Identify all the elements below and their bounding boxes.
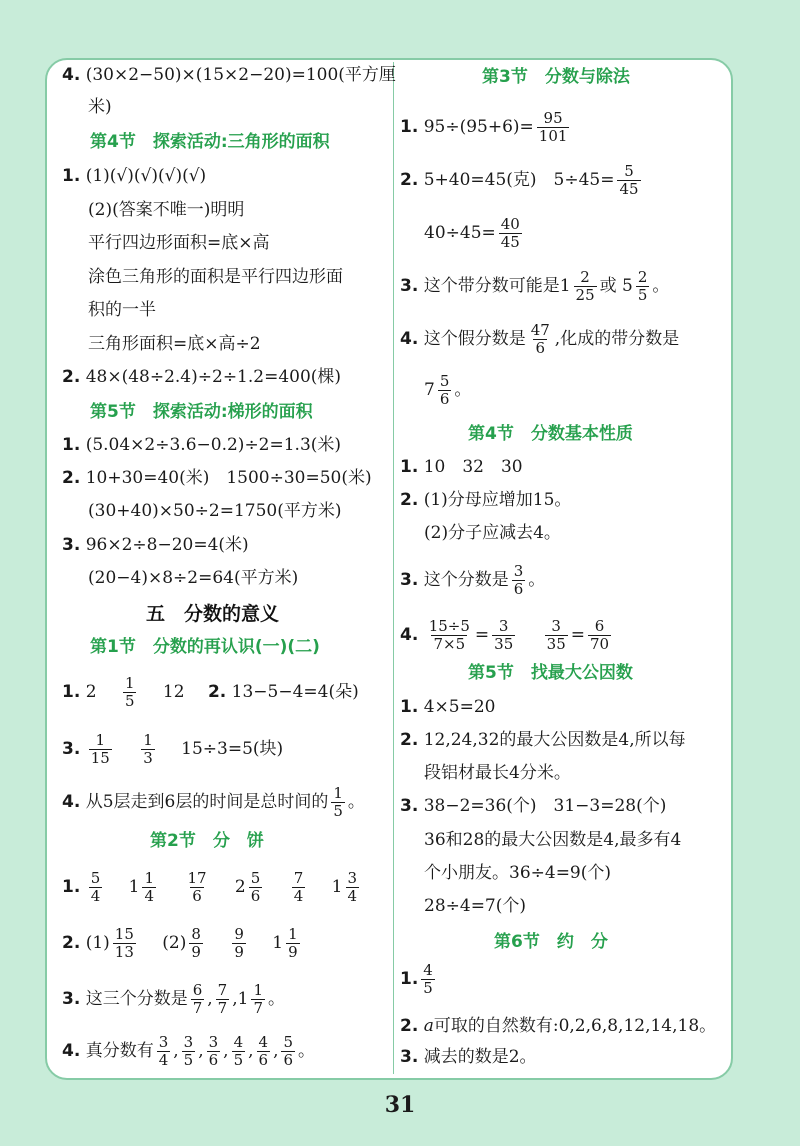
answer-line: 28÷4=7(个) [424, 896, 527, 916]
answer-line: 2. 10+30=40(米) 1500÷30=50(米) [62, 468, 372, 488]
answer-line: 4. $\frac{15\div 5}{7\times 5}$ = $\frac{3}{35}$ $\frac{3}{35}$ = $\frac{6}{70}$ [400, 617, 610, 653]
answer-line: 7 $\frac{5}{6}$ 。 [424, 372, 472, 408]
answer-line: 米) [88, 97, 112, 117]
answer-line: (30+40)×50÷2=1750(平方米) [88, 501, 342, 521]
answer-line: 积的一半 [88, 300, 156, 320]
answer-line: (2)分子应减去4。 [424, 523, 561, 543]
answer-line: 个小朋友。36÷4=9(个) [424, 863, 612, 883]
answer-line: 3. 减去的数是2。 [400, 1047, 537, 1067]
answer-line: 2. (1)分母应增加15。 [400, 490, 572, 510]
answer-line: 36和28的最大公因数是4,最多有4 [424, 830, 682, 850]
section-heading: 第2节 分 饼 [150, 831, 264, 851]
answer-line: 4. 真分数有 $\frac{3}{4}$ , $\frac{3}{5}$ , $\frac{3}{6}$ , $\frac{4}{5}$ , $\frac{4}{6}$ , $\frac{5}{6}$ 。 [62, 1033, 316, 1069]
section-heading: 第5节 找最大公因数 [468, 663, 633, 683]
answer-line: 4. 从5层走到6层的时间是总时间的 $\frac{1}{5}$ 。 [62, 784, 365, 820]
chapter-title: 五 分数的意义 [146, 603, 280, 625]
answer-line: 1. (5.04×2÷3.6−0.2)÷2=1.3(米) [62, 435, 342, 455]
section-heading: 第4节 探索活动:三角形的面积 [90, 132, 330, 152]
answer-line: 40÷45= $\frac{40}{45}$ [424, 215, 520, 251]
section-heading: 第4节 分数基本性质 [468, 424, 633, 444]
answer-line: 2. 5+40=45(克) 5÷45= $\frac{5}{45}$ [400, 162, 639, 198]
answer-line: 平行四边形面积=底×高 [88, 233, 270, 253]
answer-line: 三角形面积=底×高÷2 [88, 334, 261, 354]
answer-line: 1. 2 $\frac{1}{5}$ 12 2. 13−5−4=4(朵) [62, 674, 359, 710]
answer-line: 段铝材最长4分米。 [424, 763, 571, 783]
answer-line: 3. 这个带分数可能是1 $\frac{2}{25}$ 或 5 $\frac{2}{5}$ 。 [400, 268, 670, 304]
section-heading: 第1节 分数的再认识(一)(二) [90, 637, 320, 657]
answer-line: 1. (1)(√)(√)(√)(√) [62, 166, 207, 186]
answer-line: 3. 这三个分数是 $\frac{6}{7}$ , $\frac{7}{7}$ ,1 $\frac{1}{7}$ 。 [62, 981, 285, 1017]
answer-line: (20−4)×8÷2=64(平方米) [88, 568, 299, 588]
answer-line: 1. 95÷(95+6)= $\frac{95}{101}$ [400, 109, 568, 145]
answer-line: 3. 这个分数是 $\frac{3}{6}$ 。 [400, 562, 546, 598]
answer-line: 4. 这个假分数是 $\frac{47}{6}$ ,化成的带分数是 [400, 321, 680, 357]
answer-line: 2. 12,24,32的最大公因数是4,所以每 [400, 730, 686, 750]
answer-line: 2. a可取的自然数有:0,2,6,8,12,14,18。 [400, 1016, 717, 1036]
answer-line: (2)(答案不唯一)明明 [88, 200, 245, 220]
answer-line: 1. $\frac{5}{4}$ 1 $\frac{1}{4}$ $\frac{17}{6}$ 2 $\frac{5}{6}$ $\frac{7}{4}$ 1 $\frac{3}{4}$ [62, 869, 358, 905]
answer-line: 3. 96×2÷8−20=4(米) [62, 535, 249, 555]
answer-line: 2. 48×(48÷2.4)÷2÷1.2=400(棵) [62, 367, 342, 387]
section-heading: 第3节 分数与除法 [482, 67, 630, 87]
answer-line: 2. (1) $\frac{15}{13}$ (2) $\frac{8}{9}$ $\frac{9}{9}$ 1 $\frac{1}{9}$ [62, 925, 298, 961]
answer-line: 1. 4×5=20 [400, 697, 496, 717]
answer-line: 4. (30×2−50)×(15×2−20)=100(平方厘 [62, 65, 396, 85]
answer-line: 1. $\frac{4}{5}$ [400, 961, 433, 997]
answer-line: 涂色三角形的面积是平行四边形面 [88, 267, 343, 287]
section-heading: 第6节 约 分 [494, 932, 608, 952]
page-number: 31 [384, 1092, 416, 1118]
section-heading: 第5节 探索活动:梯形的面积 [90, 402, 313, 422]
answer-line: 1. 10 32 30 [400, 457, 523, 477]
answer-line: 3. 38−2=36(个) 31−3=28(个) [400, 796, 667, 816]
answer-line: 3. $\frac{1}{15}$ $\frac{1}{3}$ 15÷3=5(块) [62, 731, 284, 767]
column-divider [393, 62, 394, 1074]
